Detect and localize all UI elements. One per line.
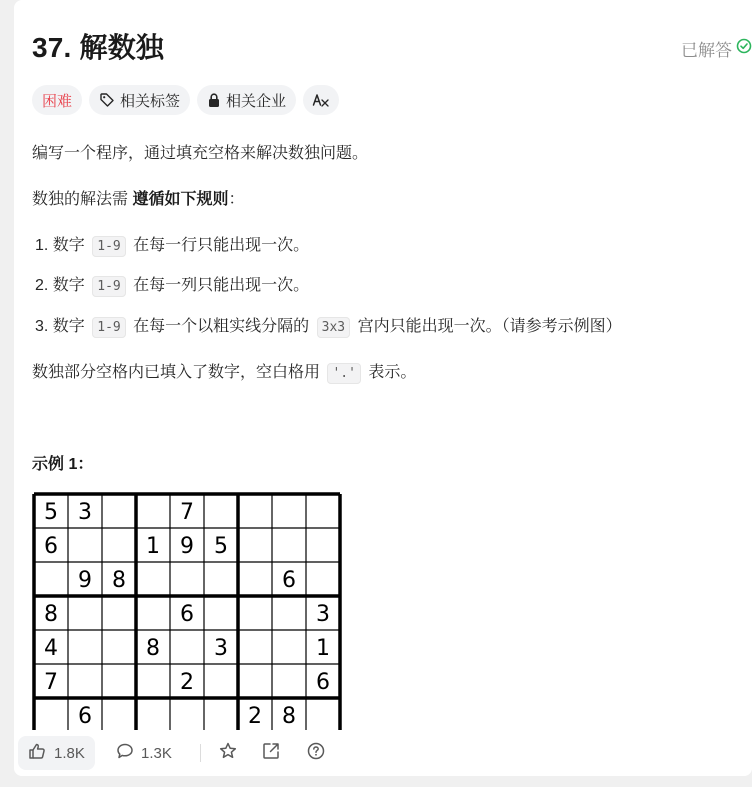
comment-button[interactable]: [116, 736, 172, 770]
sudoku-cell-digit: 8: [282, 704, 296, 729]
lock-icon: [207, 92, 221, 108]
check-circle-icon: [736, 38, 752, 59]
sudoku-cell-digit: 3: [78, 500, 92, 525]
sudoku-cell-digit: 3: [316, 602, 330, 627]
empty-text-b: 表示。: [363, 364, 417, 381]
rule3-text-c: 宫内只能出现一次。（请参考示例图）: [353, 318, 622, 335]
sudoku-cell-digit: 5: [214, 534, 228, 559]
tag-row: [32, 85, 339, 115]
rule2-text-a: 2. 数字: [35, 277, 90, 294]
rule1-text-a: 1. 数字: [35, 237, 90, 254]
problem-content: [32, 0, 752, 730]
sudoku-cell-digit: 6: [180, 602, 194, 627]
comment-icon: [116, 742, 134, 764]
rules-intro-paragraph: [32, 186, 244, 209]
rule3-code-box: 3x3: [317, 317, 350, 338]
problem-panel: [14, 0, 752, 776]
rules-bold: 遵循如下规则: [132, 191, 229, 208]
share-button[interactable]: [261, 736, 281, 770]
share-icon: [261, 741, 281, 765]
sudoku-cell-digit: 2: [248, 704, 262, 729]
difficulty-badge[interactable]: 困难: [32, 85, 82, 115]
rules-suffix: ：: [228, 191, 245, 208]
sudoku-cell-digit: 6: [78, 704, 92, 729]
empty-cell-paragraph: [32, 359, 416, 382]
sudoku-board-image: [32, 492, 342, 730]
empty-code: '.': [327, 363, 360, 384]
sudoku-cell-digit: 6: [282, 568, 296, 593]
sudoku-cell-digit: 2: [180, 670, 194, 695]
rule3-text-b: 在每一个以粗实线分隔的: [128, 318, 314, 335]
translate-button[interactable]: [303, 85, 339, 115]
like-button[interactable]: [18, 736, 95, 770]
example-title: 示例 1：: [32, 456, 94, 473]
bottom-action-bar: [14, 730, 752, 776]
tag-icon: [99, 92, 115, 108]
sudoku-cell-digit: 6: [316, 670, 330, 695]
intro-paragraph: 编写一个程序，通过填充空格来解决数独问题。: [32, 145, 369, 162]
thumbs-up-icon: [28, 742, 46, 764]
rule3-code: 1-9: [92, 317, 125, 338]
sudoku-cell-digit: 9: [78, 568, 92, 593]
sudoku-cell-digit: 8: [112, 568, 126, 593]
related-companies-button[interactable]: [197, 85, 296, 115]
rule-item-3: [35, 313, 622, 336]
translate-icon: [312, 92, 330, 108]
rule2-text-b: 在每一列只能出现一次。: [128, 277, 310, 294]
sudoku-cell-digit: 1: [146, 534, 160, 559]
sudoku-cell-digit: 5: [44, 500, 58, 525]
related-companies-label: 相关企业: [226, 92, 287, 110]
rule2-code: 1-9: [92, 276, 125, 297]
help-icon: [306, 741, 326, 765]
problem-title: 37. 解数独: [32, 32, 165, 63]
rule3-text-a: 3. 数字: [35, 318, 90, 335]
sudoku-cell-digit: 7: [44, 670, 58, 695]
related-tags-button[interactable]: [89, 85, 190, 115]
sudoku-cell-digit: 8: [44, 602, 58, 627]
sudoku-cell-digit: 6: [44, 534, 58, 559]
sudoku-cell-digit: 7: [180, 500, 194, 525]
rule-item-2: [35, 272, 309, 295]
favorite-button[interactable]: [218, 736, 238, 770]
rule1-code: 1-9: [92, 236, 125, 257]
comment-count: 1.3K: [141, 744, 172, 762]
sudoku-cell-digit: 8: [146, 636, 160, 661]
sudoku-cell-digit: 1: [316, 636, 330, 661]
related-tags-label: 相关标签: [120, 92, 181, 110]
help-button[interactable]: [306, 736, 326, 770]
solved-label: 已解答: [681, 41, 732, 60]
divider: [200, 744, 201, 762]
sudoku-cell-digit: 3: [214, 636, 228, 661]
sudoku-cell-digit: 4: [44, 636, 58, 661]
rule-item-1: [35, 232, 309, 255]
empty-text-a: 数独部分空格内已填入了数字，空白格用: [32, 364, 325, 381]
sudoku-cell-digit: 9: [180, 534, 194, 559]
solved-status: [681, 36, 752, 61]
like-count: 1.8K: [54, 744, 85, 762]
star-icon: [218, 741, 238, 765]
rules-prefix: 数独的解法需: [32, 191, 133, 208]
rule1-text-b: 在每一行只能出现一次。: [128, 237, 310, 254]
